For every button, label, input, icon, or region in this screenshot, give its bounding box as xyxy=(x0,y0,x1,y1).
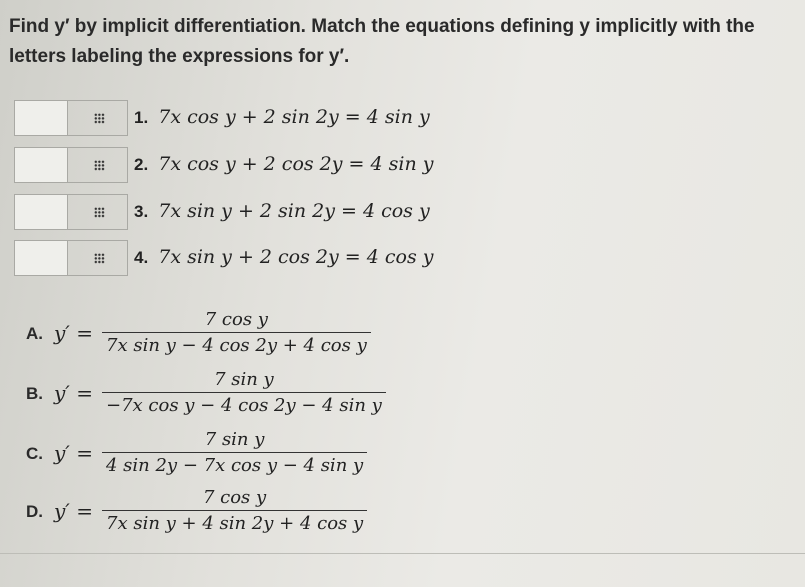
equation-text: 7x sin y + 2 sin 2y = 4 cos y xyxy=(158,200,430,222)
drag-handle-1[interactable] xyxy=(68,100,128,136)
equation-3 xyxy=(134,200,430,222)
equation-2 xyxy=(134,153,433,175)
drag-grip-icon[interactable] xyxy=(94,207,105,218)
equation-text: 7x sin y + 2 cos 2y = 4 cos y xyxy=(158,246,434,268)
fraction-numerator: 7 cos y xyxy=(204,309,268,330)
choice-letter: D. xyxy=(26,502,43,521)
fraction-denominator: 7x sin y + 4 sin 2y + 4 cos y xyxy=(106,513,364,534)
drag-grip-icon[interactable] xyxy=(94,160,105,171)
answer-drop-box-3[interactable] xyxy=(14,194,68,230)
equation-4 xyxy=(134,246,433,268)
fraction-denominator: 4 sin 2y − 7x cos y − 4 sin y xyxy=(106,455,364,476)
choice-letter: A. xyxy=(26,324,43,343)
choice-lhs: y′ = xyxy=(54,499,93,523)
equation-number: 4. xyxy=(134,248,149,267)
drag-handle-2[interactable] xyxy=(68,147,128,183)
drag-handle-3[interactable] xyxy=(68,194,128,230)
fraction xyxy=(102,486,367,537)
fraction-denominator: −7x cos y − 4 cos 2y − 4 sin y xyxy=(106,395,382,416)
prompt-line-1: Find y′ by implicit differentiation. Match the equations defining y implicitly with the xyxy=(9,16,755,37)
choice-letter: C. xyxy=(26,444,43,463)
drag-grip-icon[interactable] xyxy=(94,253,105,264)
question-prompt xyxy=(9,12,799,72)
choice-letter: B. xyxy=(26,384,43,403)
fraction-numerator: 7 sin y xyxy=(204,429,265,450)
prompt-line-2: letters labeling the expressions for y′. xyxy=(9,46,350,67)
equation-text: 7x cos y + 2 cos 2y = 4 sin y xyxy=(158,153,434,175)
fraction xyxy=(102,368,386,419)
equation-text: 7x cos y + 2 sin 2y = 4 sin y xyxy=(158,106,430,128)
answer-drop-box-1[interactable] xyxy=(14,100,68,136)
choice-lhs: y′ = xyxy=(54,321,93,345)
fraction-denominator: 7x sin y − 4 cos 2y + 4 cos y xyxy=(106,335,367,356)
answer-drop-box-4[interactable] xyxy=(14,240,68,276)
fraction xyxy=(102,428,367,479)
divider xyxy=(0,553,805,554)
equation-number: 1. xyxy=(134,108,149,127)
choice-lhs: y′ = xyxy=(54,441,93,465)
equation-1 xyxy=(134,106,430,128)
drag-handle-4[interactable] xyxy=(68,240,128,276)
drag-grip-icon[interactable] xyxy=(94,113,105,124)
fraction-numerator: 7 sin y xyxy=(214,369,274,390)
answer-drop-box-2[interactable] xyxy=(14,147,68,183)
equation-number: 3. xyxy=(134,202,149,221)
fraction xyxy=(102,308,371,359)
equation-number: 2. xyxy=(134,155,149,174)
choice-lhs: y′ = xyxy=(54,381,93,405)
fraction-numerator: 7 cos y xyxy=(202,487,267,508)
